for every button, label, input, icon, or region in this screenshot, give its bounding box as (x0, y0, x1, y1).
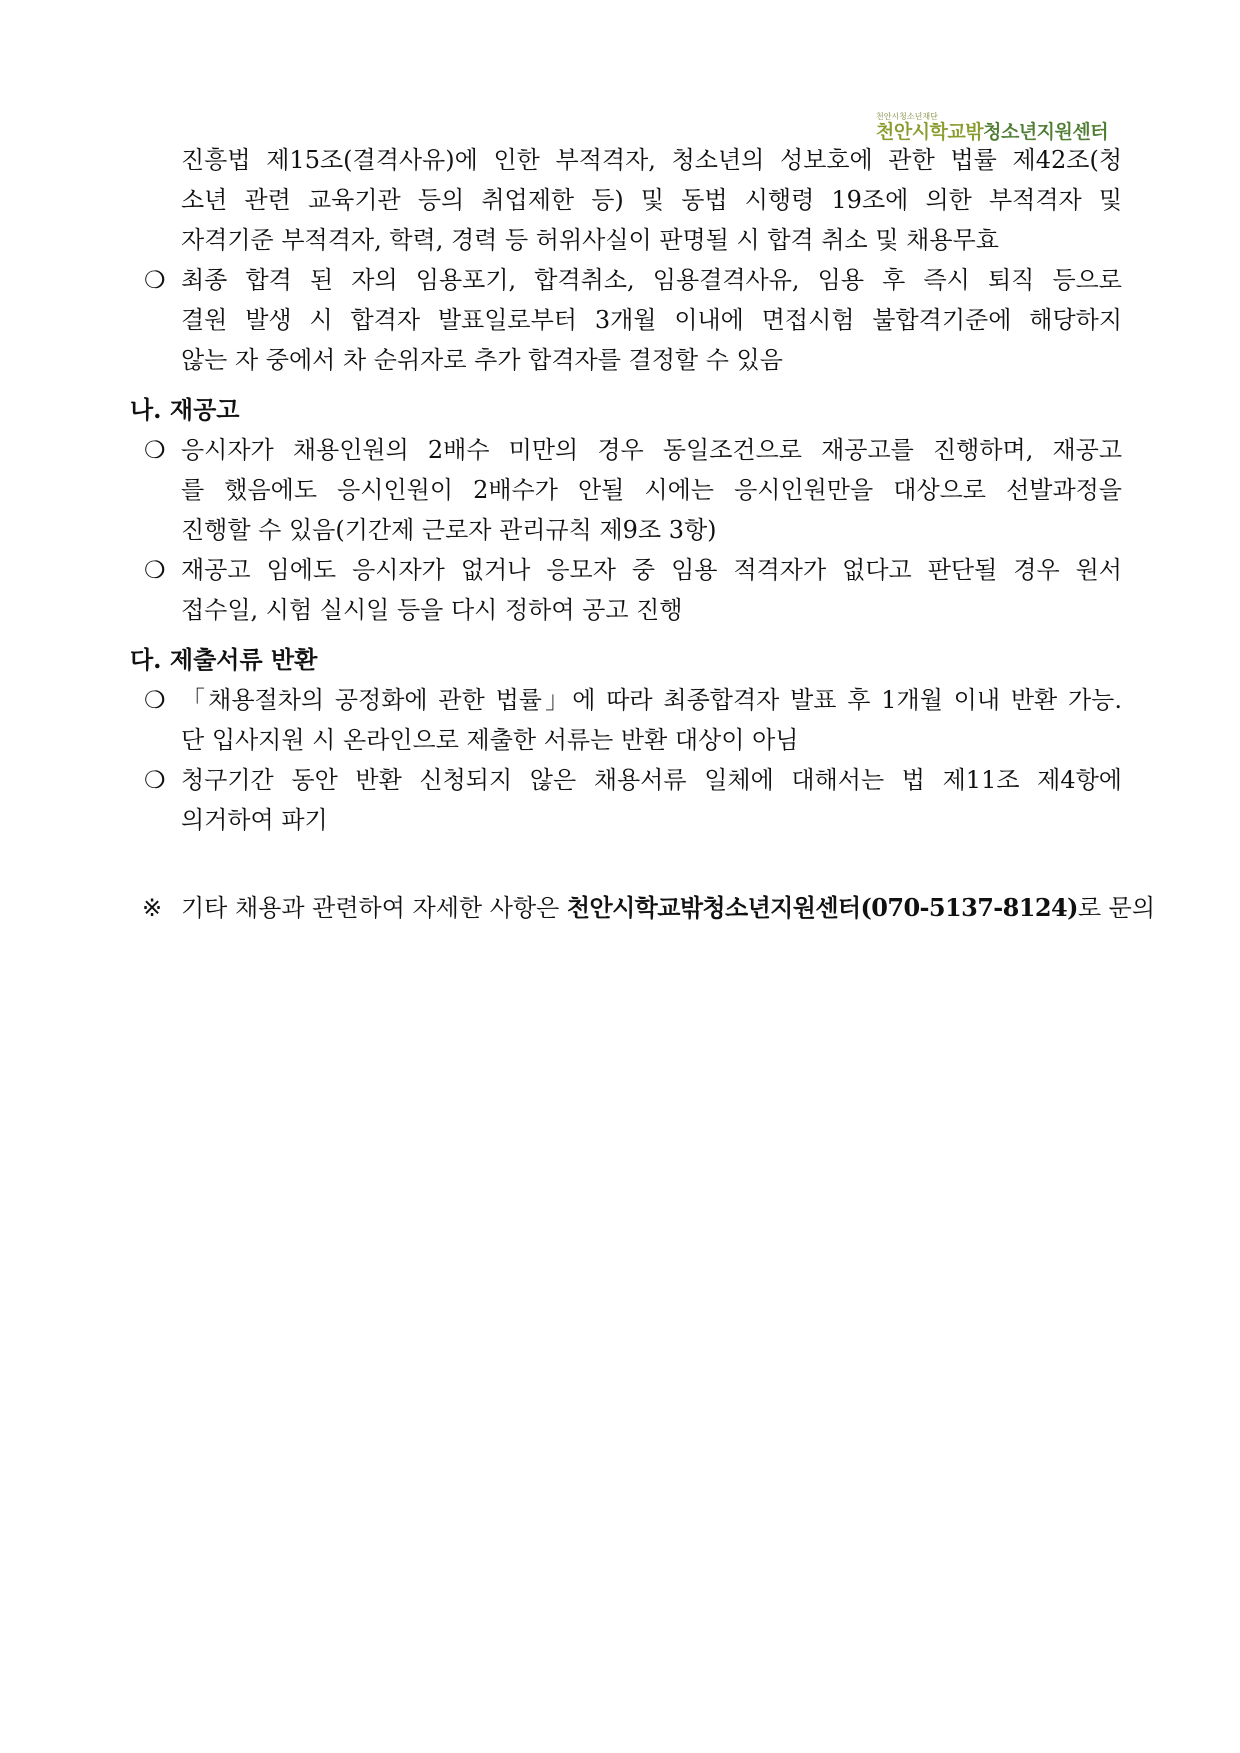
circle-bullet-icon: ❍ (144, 686, 166, 714)
list-item (130, 550, 1122, 630)
paragraph-line: 진흥법 제15조(결격사유)에 인한 부적격자, 청소년의 성보호에 관한 법률 제42조(청 (181, 146, 1122, 174)
circle-bullet-icon: ❍ (144, 266, 166, 294)
section-heading-na: 나. 재공고 (130, 395, 240, 424)
circle-bullet-icon: ❍ (144, 766, 166, 794)
item-line: 의거하여 파기 (181, 806, 328, 834)
reference-mark-icon: ※ (142, 894, 163, 922)
circle-bullet-icon: ❍ (144, 556, 166, 584)
contact-note (130, 888, 1156, 928)
section-heading-da: 다. 제출서류 반환 (130, 645, 318, 674)
list-item (130, 430, 1122, 550)
list-item (130, 680, 1122, 760)
item-line: 결원 발생 시 합격자 발표일로부터 3개월 이내에 면접시험 불합격기준에 해당하지 (181, 306, 1122, 334)
note-text-before: 기타 채용과 관련하여 자세한 사항은 (181, 894, 567, 922)
item-line: 「채용절차의 공정화에 관한 법률」에 따라 최종합격자 발표 후 1개월 이내 반환 가능. (181, 686, 1122, 714)
list-item (130, 260, 1122, 380)
item-line: 단 입사지원 시 온라인으로 제출한 서류는 반환 대상이 아님 (181, 726, 799, 754)
logo-name-part1: 천안시학교밖 (876, 121, 984, 143)
note-contact-center: 천안시학교밖청소년지원센터(070-5137-8124) (566, 893, 1078, 922)
item-line: 재공고 임에도 응시자가 없거나 응모자 중 임용 적격자가 없다고 판단될 경우 원서 (181, 556, 1122, 584)
paragraph-line: 자격기준 부적격자, 학력, 경력 등 허위사실이 판명될 시 합격 취소 및 채용무효 (181, 226, 999, 254)
circle-bullet-icon: ❍ (144, 436, 166, 464)
logo-name-part2: 청소년지원센터 (983, 121, 1109, 143)
item-line: 청구기간 동안 반환 신청되지 않은 채용서류 일체에 대해서는 법 제11조 제4항에 (181, 766, 1122, 794)
item-line: 진행할 수 있음(기간제 근로자 관리규칙 제9조 3항) (181, 516, 717, 544)
note-text-after: 로 문의 (1077, 894, 1156, 922)
item-line: 응시자가 채용인원의 2배수 미만의 경우 동일조건으로 재공고를 진행하며, 재공고 (181, 436, 1122, 464)
continued-paragraph (130, 140, 1122, 260)
item-line: 를 했음에도 응시인원이 2배수가 안될 시에는 응시인원만을 대상으로 선발과정을 (181, 476, 1122, 504)
document-body (130, 140, 1156, 928)
paragraph-line: 소년 관련 교육기관 등의 취업제한 등) 및 동법 시행령 19조에 의한 부적격자 및 (181, 186, 1122, 214)
logo-foundation-text: 천안시청소년재단 (876, 112, 938, 121)
list-item (130, 760, 1122, 840)
item-line: 않는 자 중에서 차 순위자로 추가 합격자를 결정할 수 있음 (181, 346, 783, 374)
item-line: 최종 합격 된 자의 임용포기, 합격취소, 임용결격사유, 임용 후 즉시 퇴직 등으로 (181, 266, 1122, 294)
item-line: 접수일, 시험 실시일 등을 다시 정하여 공고 진행 (181, 596, 683, 624)
